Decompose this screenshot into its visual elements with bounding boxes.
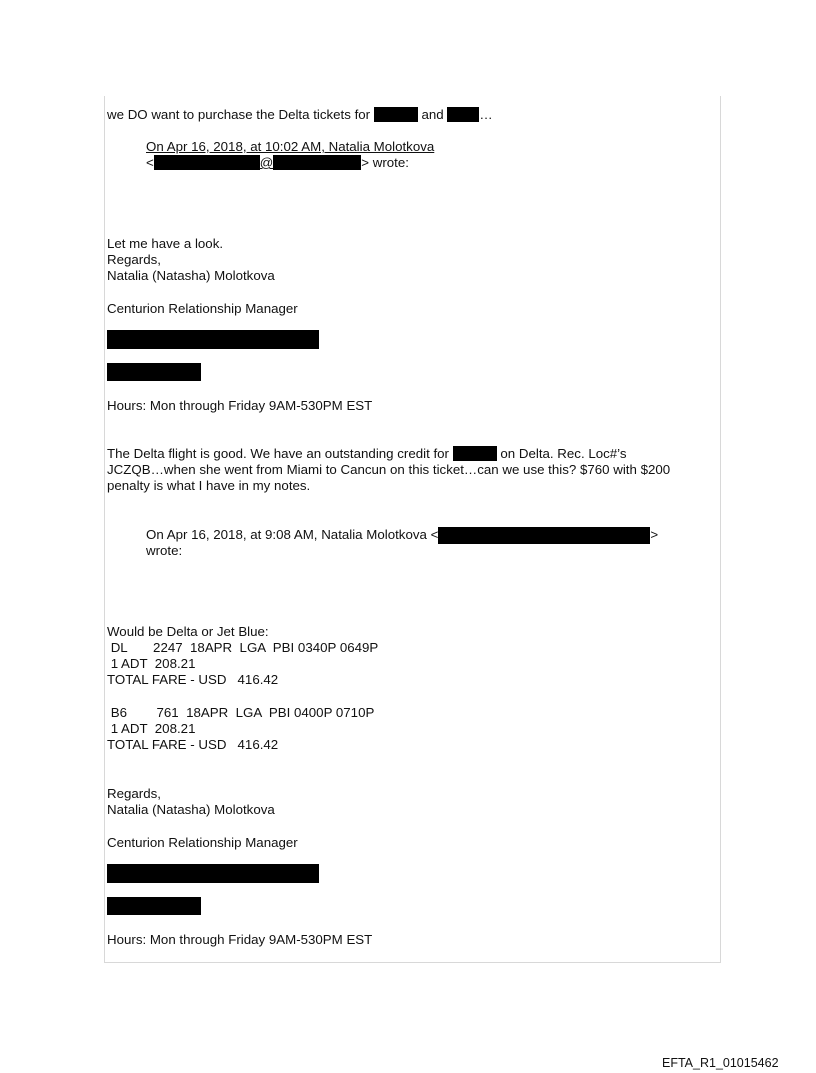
- signature-title-2: Centurion Relationship Manager: [107, 835, 298, 850]
- purchase-line: we DO want to purchase the Delta tickets for and …: [107, 107, 493, 122]
- redaction: [447, 107, 479, 122]
- redaction: [438, 527, 650, 544]
- quote-email-line: < @ > wrote:: [146, 155, 409, 170]
- flight-dl-total: TOTAL FARE - USD 416.42: [107, 672, 279, 687]
- redaction: [453, 446, 497, 461]
- redaction: [273, 155, 361, 170]
- message-line-2: JCZQB…when she went from Miami to Cancun on this ticket…can we use this? $760 with $200: [107, 462, 671, 477]
- redaction-block: [107, 897, 201, 915]
- closing-regards: Regards,: [107, 786, 161, 801]
- redaction-block: [107, 864, 319, 883]
- signature-hours: Hours: Mon through Friday 9AM-530PM EST: [107, 398, 373, 413]
- flight-dl: DL 2247 18APR LGA PBI 0340P 0649P: [107, 640, 379, 655]
- message-line-1: The Delta flight is good. We have an outstanding credit for on Delta. Rec. Loc#’s: [107, 446, 627, 461]
- reply-line-2: Regards,: [107, 252, 161, 267]
- flight-b6: B6 761 18APR LGA PBI 0400P 0710P: [107, 705, 375, 720]
- quote-wrote: wrote:: [146, 543, 183, 558]
- flight-dl-adt: 1 ADT 208.21: [107, 656, 196, 671]
- reply-line-3: Natalia (Natasha) Molotkova: [107, 268, 275, 283]
- signature-hours-2: Hours: Mon through Friday 9AM-530PM EST: [107, 932, 373, 947]
- reply-line-1: Let me have a look.: [107, 236, 224, 251]
- closing-name: Natalia (Natasha) Molotkova: [107, 802, 275, 817]
- quote-header-1: On Apr 16, 2018, at 10:02 AM, Natalia Molotkova: [146, 139, 435, 154]
- message-line-3: penalty is what I have in my notes.: [107, 478, 311, 493]
- flight-b6-total: TOTAL FARE - USD 416.42: [107, 737, 279, 752]
- document-id: EFTA_R1_01015462: [662, 1056, 779, 1070]
- signature-title: Centurion Relationship Manager: [107, 301, 298, 316]
- redaction: [374, 107, 418, 122]
- quote-header-2: On Apr 16, 2018, at 9:08 AM, Natalia Molotkova < >: [146, 527, 659, 542]
- flight-b6-adt: 1 ADT 208.21: [107, 721, 196, 736]
- redaction-block: [107, 363, 201, 381]
- redaction: [154, 155, 260, 170]
- redaction-block: [107, 330, 319, 349]
- flights-intro: Would be Delta or Jet Blue:: [107, 624, 269, 639]
